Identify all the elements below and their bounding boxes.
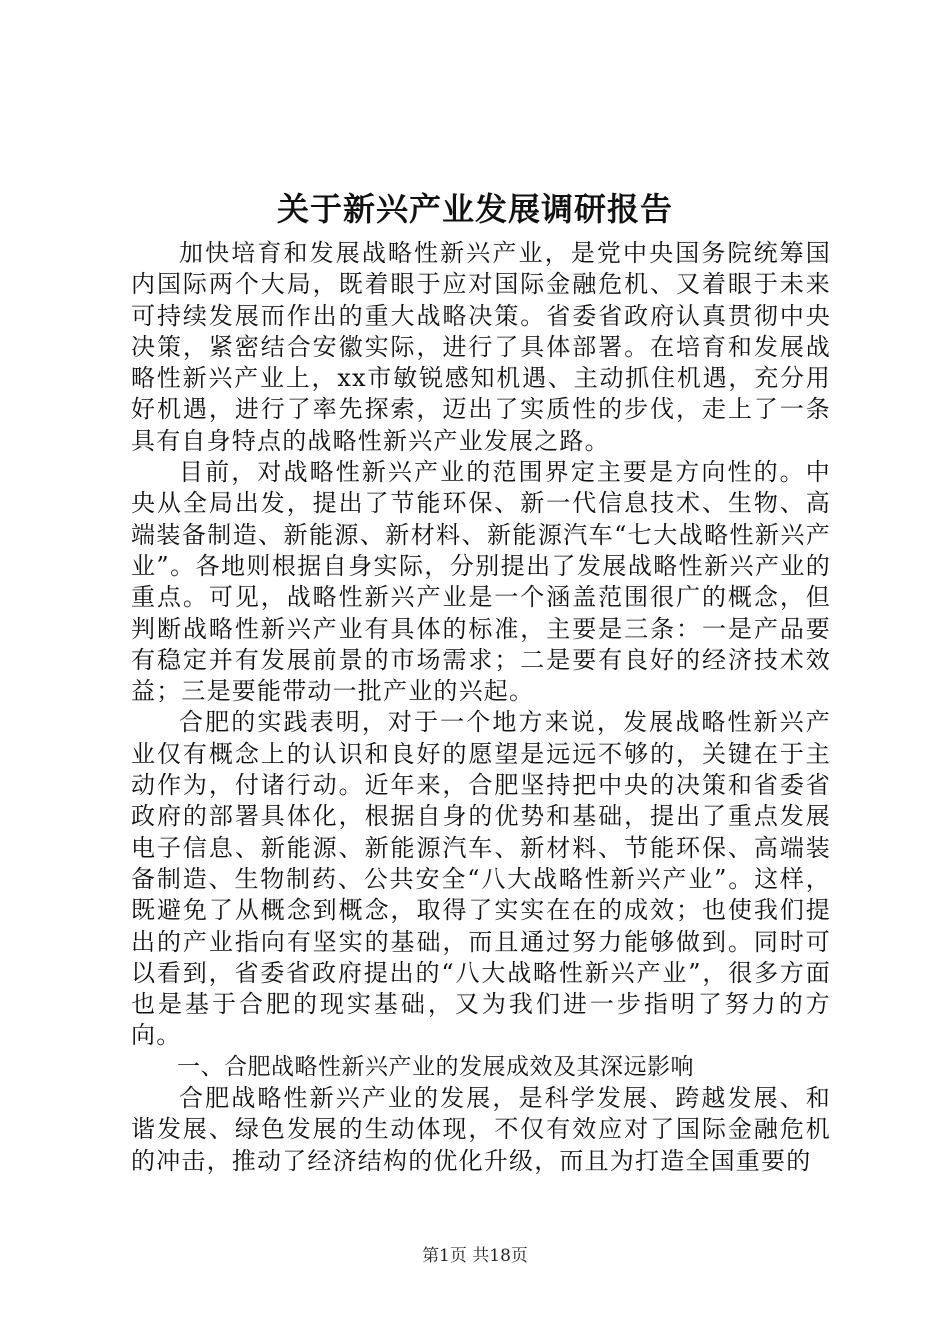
paragraph-1: 加快培育和发展战略性新兴产业，是党中央国务院统筹国内国际两个大局，既着眼于应对国际金融危机、又着眼于未来可持续发展而作出的重大战略决策。省委省政府认真贯彻中央决策，紧密结合安徽实际，进行了具体部署。在培育和发展战略性新兴产业上，xx市敏锐感知机遇、主动抓住机遇，充分用好机遇，进行了率先探索，迈出了实质性的步伐，走上了一条具有自身特点的战略性新兴产业发展之路。 (131, 239, 831, 455)
document-title: 关于新兴产业发展调研报告 (276, 190, 673, 228)
document-body (131, 238, 831, 1177)
section-paragraph: 合肥战略性新兴产业的发展，是科学发展、跨越发展、和谐发展、绿色发展的生动体现，不仅有效应对了国际金融危机的冲击，推动了经济结构的优化升级，而且为打造全国重要的 (131, 1084, 831, 1175)
section-heading: 一、合肥战略性新兴产业的发展成效及其深远影响 (177, 1053, 694, 1080)
page-number-footer: 第1页 共18页 (422, 1246, 528, 1266)
paragraph-2: 目前，对战略性新兴产业的范围界定主要是方向性的。中央从全局出发，提出了节能环保、新一代信息技术、生物、高端装备制造、新能源、新材料、新能源汽车“七大战略性新兴产业”。各地则根据自身实际，分别提出了发展战略性新兴产业的重点。可见，战略性新兴产业是一个涵盖范围很广的概念，但判断战略性新兴产业有具体的标准，主要是三条：一是产品要有稳定并有发展前景的市场需求；二是要有良好的经济技术效益；三是要能带动一批产业的兴起。 (131, 458, 831, 706)
paragraph-3: 合肥的实践表明，对于一个地方来说，发展战略性新兴产业仅有概念上的认识和良好的愿望是远远不够的，关键在于主动作为，付诸行动。近年来，合肥坚持把中央的决策和省委省政府的部署具体化，根据自身的优势和基础，提出了重点发展电子信息、新能源、新能源汽车、新材料、节能环保、高端装备制造、生物制药、公共安全“八大战略性新兴产业”。这样，既避免了从概念到概念，取得了实实在在的成效；也使我们提出的产业指向有坚实的基础，而且通过努力能够做到。同时可以看到，省委省政府提出的“八大战略性新兴产业”，很多方面也是基于合肥的现实基础，又为我们进一步指明了努力的方向。 (131, 708, 831, 1050)
